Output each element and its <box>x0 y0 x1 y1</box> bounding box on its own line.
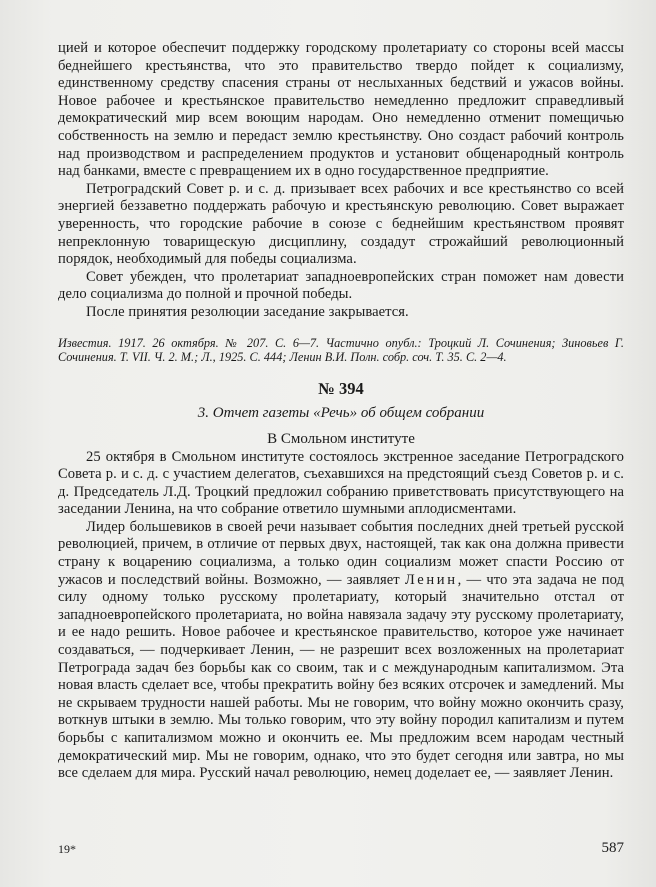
report-paragraph-2 <box>58 519 624 783</box>
text-column <box>58 40 624 783</box>
report-paragraph-1: 25 октября в Смольном институте состоялось экстренное заседание Петроградского Совета р. и с. д. с участием делегатов, съехавшихся на предстоящий съезд Советов р. и с. д. Председатель Л.Д. Троцкий предложил собранию приветствовать присутствующего на заседании Ленина, на что собрание ответило шумными аплодисментами. <box>58 448 624 518</box>
source-citation: Известия. 1917. 26 октября. № 207. С. 6—7. Частично опубл.: Троцкий Л. Сочинения; Зиновьев Г. Сочинения. Т. VII. Ч. 2. М.; Л., 1925. С. 444; Ленин В.И. Полн. собр. соч. Т. 35. С. 2—4. <box>58 335 624 364</box>
paragraph-petrograd-soviet: Петроградский Совет р. и с. д. призывает всех рабочих и все крестьянство со всей энергией беззаветно поддержать рабочую и крестьянскую революцию. Совет выражает уверенность, что городские рабочие в союзе с беднейшим крестьянством проявят непреклонную товарищескую дисциплину, создадут строжайший революционный порядок, необходимый для победы социализма. <box>58 180 624 268</box>
document-subheading: В Смольном институте <box>267 430 415 447</box>
page-number: 587 <box>601 840 624 856</box>
lenin-spaced-name: Ленин <box>404 571 458 588</box>
report-paragraph-2-rest: , — что эта задача не под силу одному только русскому пролетариату, который значительно отстал от западноевропейского пролетариата, но война навязала задачу эту русскому пролетариату, и ее надо решить. Новое рабочее и крестьянское правительство, которое уже начинает создаваться, — подчеркивает Ленин, — не разрешит всех возложенных на пролетариат Петрограда задач без борьбы как со своим, так и с международным капитализмом. Эта новая власть сделает все, чтобы прекратить войну без всяких отсрочек и замедлений. Мы не скрываем трудности нашей работы. Мы не говорим, что войну можно окончить сразу, воткнув штыки в землю. Мы только говорим, что эту войну породил капитализм и путем борьбы с капитализмом можно и окончить ее. Мы предложим всем народам честный демократический мир. Мы не говорим, однако, что это будет сегодня или завтра, но мы все сделаем для мира. Русский начал революцию, немец доделает ее, — заявляет Ленин. <box>58 571 624 782</box>
report-paragraph-2-start: Лидер большевиков в своей речи называет события последних дней третьей русской революцией, причем, в отличие от первых двух, настоящей, так как она должна привести страну к воцарению социализма, а только один социализм может спасти Россию от ужасов и последствий войны. Возможно, — заявляет <box>58 518 624 588</box>
paragraph-soviet-convinced: Совет убежден, что пролетариат западноевропейских стран поможет нам довести дело социализма до полной и прочной победы. <box>58 268 624 303</box>
document-number: № 394 <box>318 378 364 398</box>
paragraph-continuation: цией и которое обеспечит поддержку городскому пролетариату со стороны всей массы беднейшего крестьянства, что это правительство твердо пойдет к социализму, единственному средству спасения страны от неслыханных бедствий и ужасов войны. Новое рабочее и крестьянское правительство немедленно предложит справедливый демократический мир всем воющим народам. Оно немедленно отменит помещичью собственность на землю и передаст землю крестьянству. Оно создаст рабочий контроль над производством и распределением продуктов и установит общенародный контроль над банками, вместе с превращением их в одно государственное предприятие. <box>58 40 624 180</box>
document-heading: 3. Отчет газеты «Речь» об общем собрании <box>197 404 485 421</box>
paragraph-session-closed: После принятия резолюции заседание закрывается. <box>86 303 409 320</box>
signature-mark: 19* <box>58 842 76 856</box>
